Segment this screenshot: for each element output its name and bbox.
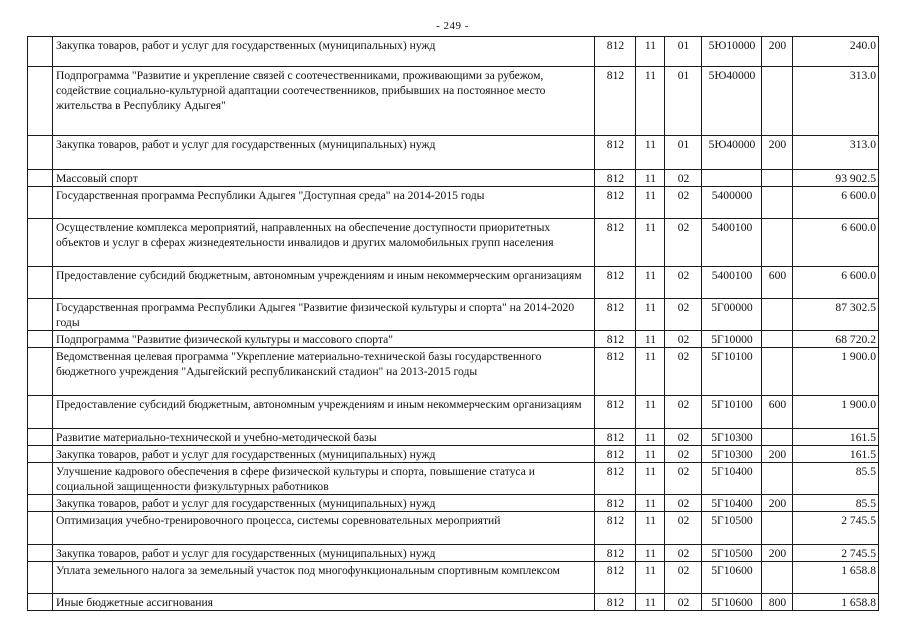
cell-razdel: 11 bbox=[636, 267, 665, 299]
cell-amount: 1 900.0 bbox=[793, 396, 879, 429]
cell-razdel: 11 bbox=[636, 136, 665, 170]
cell-target-article: 5Г10000 bbox=[702, 331, 762, 348]
cell-grbs: 812 bbox=[595, 331, 636, 348]
cell-expense-type: 200 bbox=[762, 37, 793, 67]
row-name: Закупка товаров, работ и услуг для государственных (муниципальных) нужд bbox=[53, 495, 595, 512]
cell-razdel: 11 bbox=[636, 299, 665, 331]
cell-expense-type: 200 bbox=[762, 136, 793, 170]
cell-amount: 313.0 bbox=[793, 136, 879, 170]
cell-target-article: 5Г10500 bbox=[702, 545, 762, 562]
row-marker-cell bbox=[28, 299, 53, 331]
cell-podrazdel: 02 bbox=[665, 463, 702, 495]
table-row bbox=[28, 348, 879, 396]
cell-razdel: 11 bbox=[636, 67, 665, 136]
cell-target-article: 5Ю40000 bbox=[702, 67, 762, 136]
row-marker-cell bbox=[28, 331, 53, 348]
page-number: - 249 - bbox=[436, 20, 469, 32]
row-marker-cell bbox=[28, 545, 53, 562]
row-marker-cell bbox=[28, 446, 53, 463]
cell-amount: 6 600.0 bbox=[793, 267, 879, 299]
cell-grbs: 812 bbox=[595, 562, 636, 594]
row-marker-cell bbox=[28, 512, 53, 545]
cell-grbs: 812 bbox=[595, 495, 636, 512]
cell-expense-type bbox=[762, 331, 793, 348]
row-name: Закупка товаров, работ и услуг для государственных (муниципальных) нужд bbox=[53, 446, 595, 463]
row-marker-cell bbox=[28, 495, 53, 512]
table-row bbox=[28, 562, 879, 594]
row-name: Массовый спорт bbox=[53, 170, 595, 187]
cell-razdel: 11 bbox=[636, 219, 665, 267]
cell-razdel: 11 bbox=[636, 495, 665, 512]
cell-razdel: 11 bbox=[636, 37, 665, 67]
cell-amount: 161.5 bbox=[793, 446, 879, 463]
row-marker-cell bbox=[28, 219, 53, 267]
row-name: Государственная программа Республики Адыгея "Развитие физической культуры и спорта" на 2014-2020 годы bbox=[53, 299, 595, 331]
cell-razdel: 11 bbox=[636, 429, 665, 446]
row-marker-cell bbox=[28, 170, 53, 187]
cell-razdel: 11 bbox=[636, 187, 665, 219]
budget-table-body bbox=[28, 37, 879, 611]
row-name: Закупка товаров, работ и услуг для государственных (муниципальных) нужд bbox=[53, 545, 595, 562]
cell-amount: 2 745.5 bbox=[793, 512, 879, 545]
row-name: Предоставление субсидий бюджетным, автономным учреждениям и иным некоммерческим организациям bbox=[53, 267, 595, 299]
table-row bbox=[28, 299, 879, 331]
cell-podrazdel: 02 bbox=[665, 299, 702, 331]
cell-podrazdel: 02 bbox=[665, 219, 702, 267]
budget-table bbox=[27, 36, 879, 611]
cell-grbs: 812 bbox=[595, 396, 636, 429]
cell-grbs: 812 bbox=[595, 170, 636, 187]
cell-podrazdel: 01 bbox=[665, 67, 702, 136]
cell-podrazdel: 02 bbox=[665, 512, 702, 545]
cell-razdel: 11 bbox=[636, 545, 665, 562]
cell-target-article: 5Ю40000 bbox=[702, 136, 762, 170]
cell-grbs: 812 bbox=[595, 429, 636, 446]
cell-grbs: 812 bbox=[595, 512, 636, 545]
cell-amount: 6 600.0 bbox=[793, 219, 879, 267]
cell-amount: 240.0 bbox=[793, 37, 879, 67]
cell-podrazdel: 02 bbox=[665, 545, 702, 562]
row-name: Подпрограмма "Развитие физической культуры и массового спорта" bbox=[53, 331, 595, 348]
cell-amount: 1 900.0 bbox=[793, 348, 879, 396]
cell-grbs: 812 bbox=[595, 594, 636, 611]
cell-podrazdel: 02 bbox=[665, 429, 702, 446]
row-name: Оптимизация учебно-тренировочного процесса, системы соревновательных мероприятий bbox=[53, 512, 595, 545]
cell-amount: 1 658.8 bbox=[793, 594, 879, 611]
table-row bbox=[28, 446, 879, 463]
cell-amount: 161.5 bbox=[793, 429, 879, 446]
cell-target-article: 5Г00000 bbox=[702, 299, 762, 331]
row-marker-cell bbox=[28, 594, 53, 611]
row-name: Предоставление субсидий бюджетным, автономным учреждениям и иным некоммерческим организациям bbox=[53, 396, 595, 429]
cell-expense-type: 200 bbox=[762, 495, 793, 512]
cell-expense-type bbox=[762, 429, 793, 446]
row-marker-cell bbox=[28, 267, 53, 299]
cell-podrazdel: 02 bbox=[665, 396, 702, 429]
cell-expense-type bbox=[762, 463, 793, 495]
cell-grbs: 812 bbox=[595, 37, 636, 67]
cell-grbs: 812 bbox=[595, 187, 636, 219]
cell-target-article: 5Г10100 bbox=[702, 396, 762, 429]
cell-expense-type bbox=[762, 562, 793, 594]
cell-podrazdel: 02 bbox=[665, 594, 702, 611]
cell-target-article: 5Г10300 bbox=[702, 429, 762, 446]
cell-grbs: 812 bbox=[595, 136, 636, 170]
cell-podrazdel: 02 bbox=[665, 348, 702, 396]
cell-target-article: 5Г10400 bbox=[702, 463, 762, 495]
row-marker-cell bbox=[28, 67, 53, 136]
cell-amount: 85.5 bbox=[793, 495, 879, 512]
row-marker-cell bbox=[28, 396, 53, 429]
cell-podrazdel: 02 bbox=[665, 495, 702, 512]
cell-amount: 85.5 bbox=[793, 463, 879, 495]
cell-target-article: 5400100 bbox=[702, 219, 762, 267]
cell-podrazdel: 02 bbox=[665, 562, 702, 594]
cell-razdel: 11 bbox=[636, 331, 665, 348]
cell-expense-type: 800 bbox=[762, 594, 793, 611]
row-marker-cell bbox=[28, 348, 53, 396]
cell-expense-type bbox=[762, 170, 793, 187]
table-row bbox=[28, 512, 879, 545]
cell-expense-type: 600 bbox=[762, 267, 793, 299]
table-row bbox=[28, 594, 879, 611]
row-marker-cell bbox=[28, 37, 53, 67]
cell-target-article: 5Г10600 bbox=[702, 562, 762, 594]
cell-expense-type bbox=[762, 67, 793, 136]
table-row bbox=[28, 219, 879, 267]
row-name: Ведомственная целевая программа "Укрепление материально-технической базы государственного бюджетного учреждения "Адыгейский республиканский стадион" на 2013-2015 годы bbox=[53, 348, 595, 396]
cell-amount: 6 600.0 bbox=[793, 187, 879, 219]
row-marker-cell bbox=[28, 463, 53, 495]
cell-expense-type bbox=[762, 299, 793, 331]
cell-razdel: 11 bbox=[636, 396, 665, 429]
table-row bbox=[28, 495, 879, 512]
table-row bbox=[28, 545, 879, 562]
cell-expense-type: 600 bbox=[762, 396, 793, 429]
table-row bbox=[28, 463, 879, 495]
cell-amount: 93 902.5 bbox=[793, 170, 879, 187]
cell-target-article: 5Г10500 bbox=[702, 512, 762, 545]
row-name: Уплата земельного налога за земельный участок под многофункциональным спортивным комплексом bbox=[53, 562, 595, 594]
cell-grbs: 812 bbox=[595, 545, 636, 562]
cell-podrazdel: 02 bbox=[665, 267, 702, 299]
cell-grbs: 812 bbox=[595, 446, 636, 463]
table-row bbox=[28, 37, 879, 67]
row-marker-cell bbox=[28, 562, 53, 594]
row-name: Подпрограмма "Развитие и укрепление связей с соотечественниками, проживающими за рубежом, содействие социально-культурной адаптации соотечественников, прибывших на постоянное место жительства в Республику Адыгея" bbox=[53, 67, 595, 136]
cell-grbs: 812 bbox=[595, 299, 636, 331]
cell-expense-type bbox=[762, 512, 793, 545]
cell-grbs: 812 bbox=[595, 219, 636, 267]
cell-razdel: 11 bbox=[636, 512, 665, 545]
cell-expense-type: 200 bbox=[762, 545, 793, 562]
cell-target-article: 5400000 bbox=[702, 187, 762, 219]
table-row bbox=[28, 187, 879, 219]
cell-amount: 87 302.5 bbox=[793, 299, 879, 331]
cell-amount: 2 745.5 bbox=[793, 545, 879, 562]
row-name: Закупка товаров, работ и услуг для государственных (муниципальных) нужд bbox=[53, 136, 595, 170]
table-row bbox=[28, 267, 879, 299]
table-row bbox=[28, 396, 879, 429]
cell-target-article: 5Г10100 bbox=[702, 348, 762, 396]
cell-grbs: 812 bbox=[595, 267, 636, 299]
cell-amount: 1 658.8 bbox=[793, 562, 879, 594]
cell-grbs: 812 bbox=[595, 348, 636, 396]
table-row bbox=[28, 170, 879, 187]
row-name: Государственная программа Республики Адыгея "Доступная среда" на 2014-2015 годы bbox=[53, 187, 595, 219]
cell-razdel: 11 bbox=[636, 562, 665, 594]
row-name: Развитие материально-технической и учебно-методической базы bbox=[53, 429, 595, 446]
cell-podrazdel: 02 bbox=[665, 187, 702, 219]
row-name: Иные бюджетные ассигнования bbox=[53, 594, 595, 611]
cell-podrazdel: 02 bbox=[665, 446, 702, 463]
row-name: Осуществление комплекса мероприятий, направленных на обеспечение доступности приоритетных объектов и услуг в сферах жизнедеятельности инвалидов и других маломобильных групп населения bbox=[53, 219, 595, 267]
table-row bbox=[28, 136, 879, 170]
cell-target-article: 5Ю10000 bbox=[702, 37, 762, 67]
cell-expense-type: 200 bbox=[762, 446, 793, 463]
cell-podrazdel: 01 bbox=[665, 37, 702, 67]
cell-razdel: 11 bbox=[636, 170, 665, 187]
cell-grbs: 812 bbox=[595, 67, 636, 136]
cell-target-article: 5Г10400 bbox=[702, 495, 762, 512]
cell-expense-type bbox=[762, 219, 793, 267]
cell-grbs: 812 bbox=[595, 463, 636, 495]
table-row bbox=[28, 429, 879, 446]
row-marker-cell bbox=[28, 136, 53, 170]
cell-target-article: 5Г10600 bbox=[702, 594, 762, 611]
cell-target-article: 5Г10300 bbox=[702, 446, 762, 463]
row-marker-cell bbox=[28, 187, 53, 219]
cell-expense-type bbox=[762, 348, 793, 396]
cell-razdel: 11 bbox=[636, 594, 665, 611]
cell-razdel: 11 bbox=[636, 348, 665, 396]
row-name: Закупка товаров, работ и услуг для государственных (муниципальных) нужд bbox=[53, 37, 595, 67]
cell-podrazdel: 01 bbox=[665, 136, 702, 170]
cell-target-article bbox=[702, 170, 762, 187]
cell-razdel: 11 bbox=[636, 446, 665, 463]
cell-target-article: 5400100 bbox=[702, 267, 762, 299]
row-name: Улучшение кадрового обеспечения в сфере физической культуры и спорта, повышение статуса и социальной защищенности физкультурных работников bbox=[53, 463, 595, 495]
cell-expense-type bbox=[762, 187, 793, 219]
cell-podrazdel: 02 bbox=[665, 331, 702, 348]
table-row bbox=[28, 331, 879, 348]
table-row bbox=[28, 67, 879, 136]
cell-razdel: 11 bbox=[636, 463, 665, 495]
cell-podrazdel: 02 bbox=[665, 170, 702, 187]
cell-amount: 313.0 bbox=[793, 67, 879, 136]
cell-amount: 68 720.2 bbox=[793, 331, 879, 348]
row-marker-cell bbox=[28, 429, 53, 446]
